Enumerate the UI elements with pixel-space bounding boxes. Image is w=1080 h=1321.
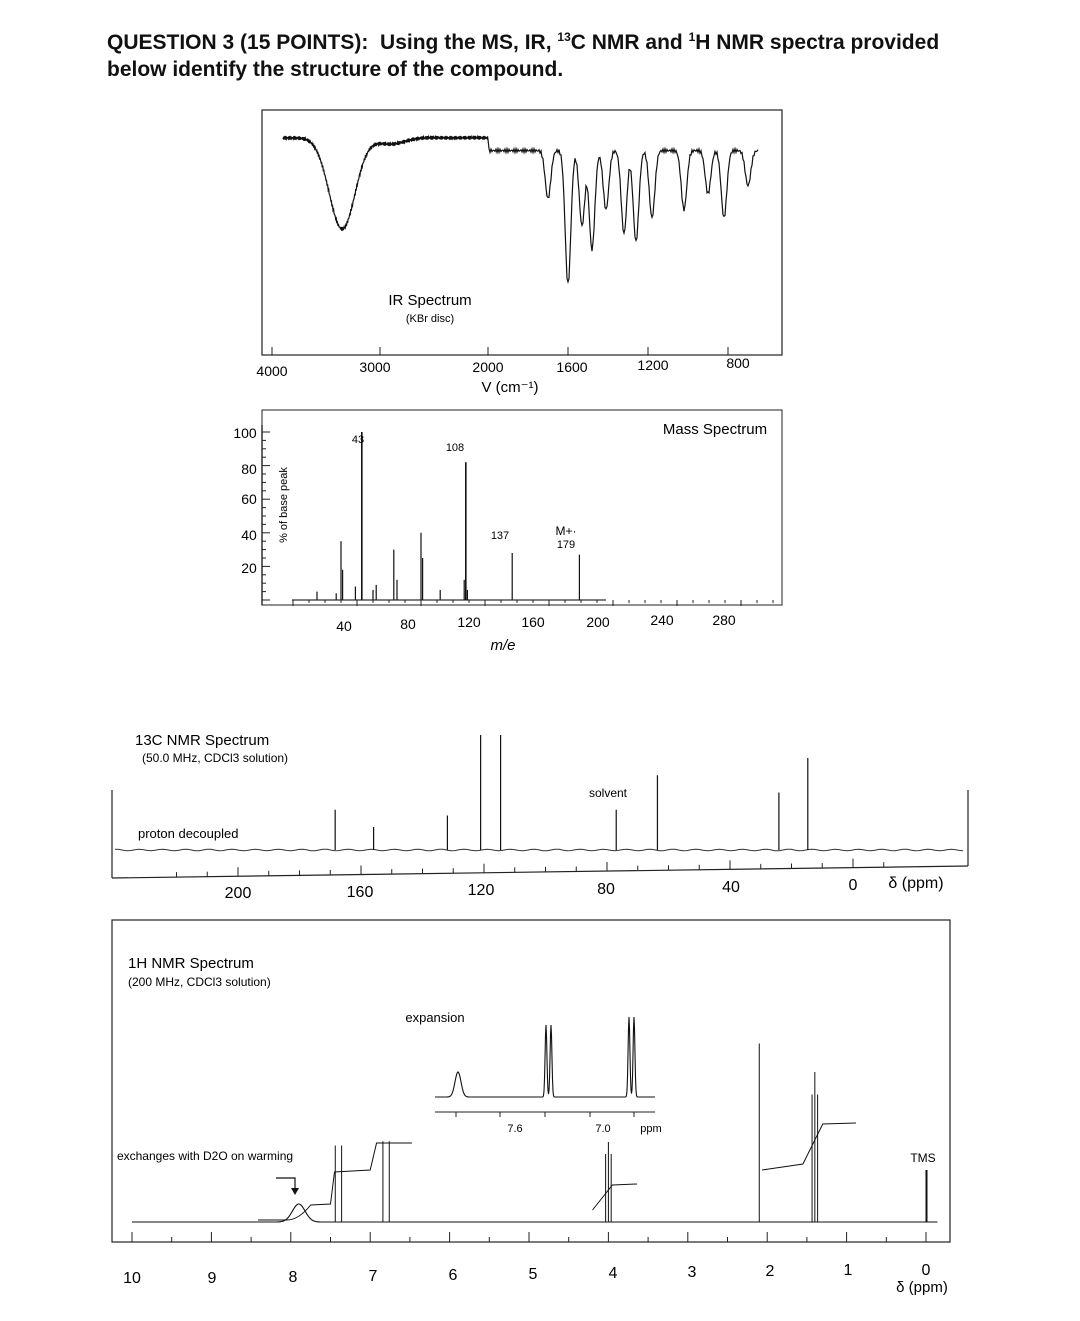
ir-tick-3000: 3000 <box>359 359 391 375</box>
ir-title: IR Spectrum <box>388 292 472 309</box>
ms-x-tick-280: 280 <box>712 612 736 628</box>
h1-tick-4: 4 <box>608 1265 618 1282</box>
ms-molecular-ion-label: M+· <box>555 524 577 538</box>
ms-y-tick-100: 100 <box>233 425 257 441</box>
ms-peak-label-108: 108 <box>445 442 465 454</box>
ms-molecular-ion-mz: 179 <box>556 539 576 551</box>
ms-x-tick-200: 200 <box>586 614 610 630</box>
ir-trace <box>283 136 758 282</box>
c13-solvent-label: solvent <box>588 786 628 800</box>
h1-tick-6: 6 <box>448 1267 458 1284</box>
ms-x-tick-120: 120 <box>457 614 481 630</box>
c13-tick-80: 80 <box>597 881 615 898</box>
h1-x-axis-label: δ (ppm) <box>896 1279 948 1296</box>
ir-spectrum <box>256 110 782 396</box>
h1-expansion-unit: ppm <box>640 1123 662 1135</box>
ms-x-tick-160: 160 <box>521 614 545 630</box>
ms-peak-label-43: 43 <box>351 434 365 446</box>
ms-peak-label-137: 137 <box>490 530 510 542</box>
c13-tick-0: 0 <box>848 877 858 894</box>
ir-x-axis-label: V (cm⁻¹) <box>481 379 539 396</box>
ir-tick-800: 800 <box>726 355 750 371</box>
question-text-3: H NMR spectra provided below identify the structure of the compound. <box>107 31 940 81</box>
ms-y-tick-20: 20 <box>241 560 257 576</box>
c13-tick-200: 200 <box>224 885 252 902</box>
ir-subtitle: (KBr disc) <box>405 313 455 325</box>
c13-subtitle: (50.0 MHz, CDCl3 solution) <box>142 751 289 765</box>
h1-tick-2: 2 <box>765 1263 775 1280</box>
h1-expansion-tick-7.0: 7.0 <box>595 1123 611 1135</box>
c13-nmr-spectrum <box>112 732 968 902</box>
superscript-1: 1 <box>688 30 696 44</box>
h1-nmr-spectrum <box>112 920 950 1296</box>
ir-tick-4000: 4000 <box>256 363 288 379</box>
h1-tick-0: 0 <box>921 1262 931 1279</box>
ir-frame <box>262 110 782 355</box>
h1-tick-3: 3 <box>687 1264 697 1281</box>
h1-expansion-tick-7.6: 7.6 <box>507 1123 523 1135</box>
h1-integral-trace <box>258 1123 856 1220</box>
ms-y-tick-40: 40 <box>241 527 257 543</box>
c13-title: 13C NMR Spectrum <box>135 732 270 749</box>
h1-expansion-label: expansion <box>405 1010 465 1025</box>
h1-trace <box>132 1204 938 1222</box>
h1-tick-8: 8 <box>288 1269 298 1286</box>
c13-axis <box>112 866 968 878</box>
ir-tick-1200: 1200 <box>637 357 669 373</box>
ms-title: Mass Spectrum <box>662 421 768 438</box>
ms-x-tick-240: 240 <box>650 612 674 628</box>
c13-baseline <box>115 849 963 851</box>
h1-subtitle: (200 MHz, CDCl3 solution) <box>128 975 271 989</box>
ms-y-tick-60: 60 <box>241 491 257 507</box>
h1-tms-label: TMS <box>910 1151 936 1165</box>
ms-x-tick-40: 40 <box>336 618 352 634</box>
h1-exchange-note <box>117 1149 293 1163</box>
h1-tick-5: 5 <box>528 1266 538 1283</box>
mass-spectrum <box>233 410 782 654</box>
c13-tick-120: 120 <box>467 882 495 899</box>
c13-note: proton decoupled <box>138 826 239 841</box>
ms-y-axis-label: % of base peak <box>278 467 290 543</box>
h1-tick-1: 1 <box>843 1262 853 1279</box>
ms-x-tick-80: 80 <box>400 616 416 632</box>
h1-tick-7: 7 <box>368 1268 378 1285</box>
h1-tick-10: 10 <box>123 1270 141 1287</box>
h1-exchange-note-text: exchanges with D2O on warming <box>116 1149 294 1163</box>
question-label: QUESTION 3 (15 POINTS): <box>107 31 369 54</box>
h1-expansion-trace <box>435 1017 655 1097</box>
exchange-arrowhead-icon <box>291 1188 299 1195</box>
ir-tick-2000: 2000 <box>472 359 504 375</box>
ms-bars <box>317 432 579 600</box>
c13-tick-160: 160 <box>346 884 374 901</box>
superscript-13: 13 <box>557 30 571 44</box>
c13-tick-40: 40 <box>722 879 740 896</box>
question-text-2: C NMR and <box>570 31 689 54</box>
ms-y-ticks <box>262 432 773 606</box>
ms-x-axis-label: m/e <box>490 637 516 654</box>
h1-title: 1H NMR Spectrum <box>128 955 254 972</box>
ms-y-tick-80: 80 <box>241 461 257 477</box>
ms-frame <box>262 410 782 605</box>
c13-x-axis-label: δ (ppm) <box>888 875 944 892</box>
c13-ticks <box>177 859 884 877</box>
ir-tick-1600: 1600 <box>556 359 588 375</box>
h1-tick-9: 9 <box>207 1270 217 1287</box>
ir-tick-marks <box>272 347 728 355</box>
c13-peaks <box>335 735 808 850</box>
question-text-1: Using the MS, IR, <box>380 31 558 54</box>
